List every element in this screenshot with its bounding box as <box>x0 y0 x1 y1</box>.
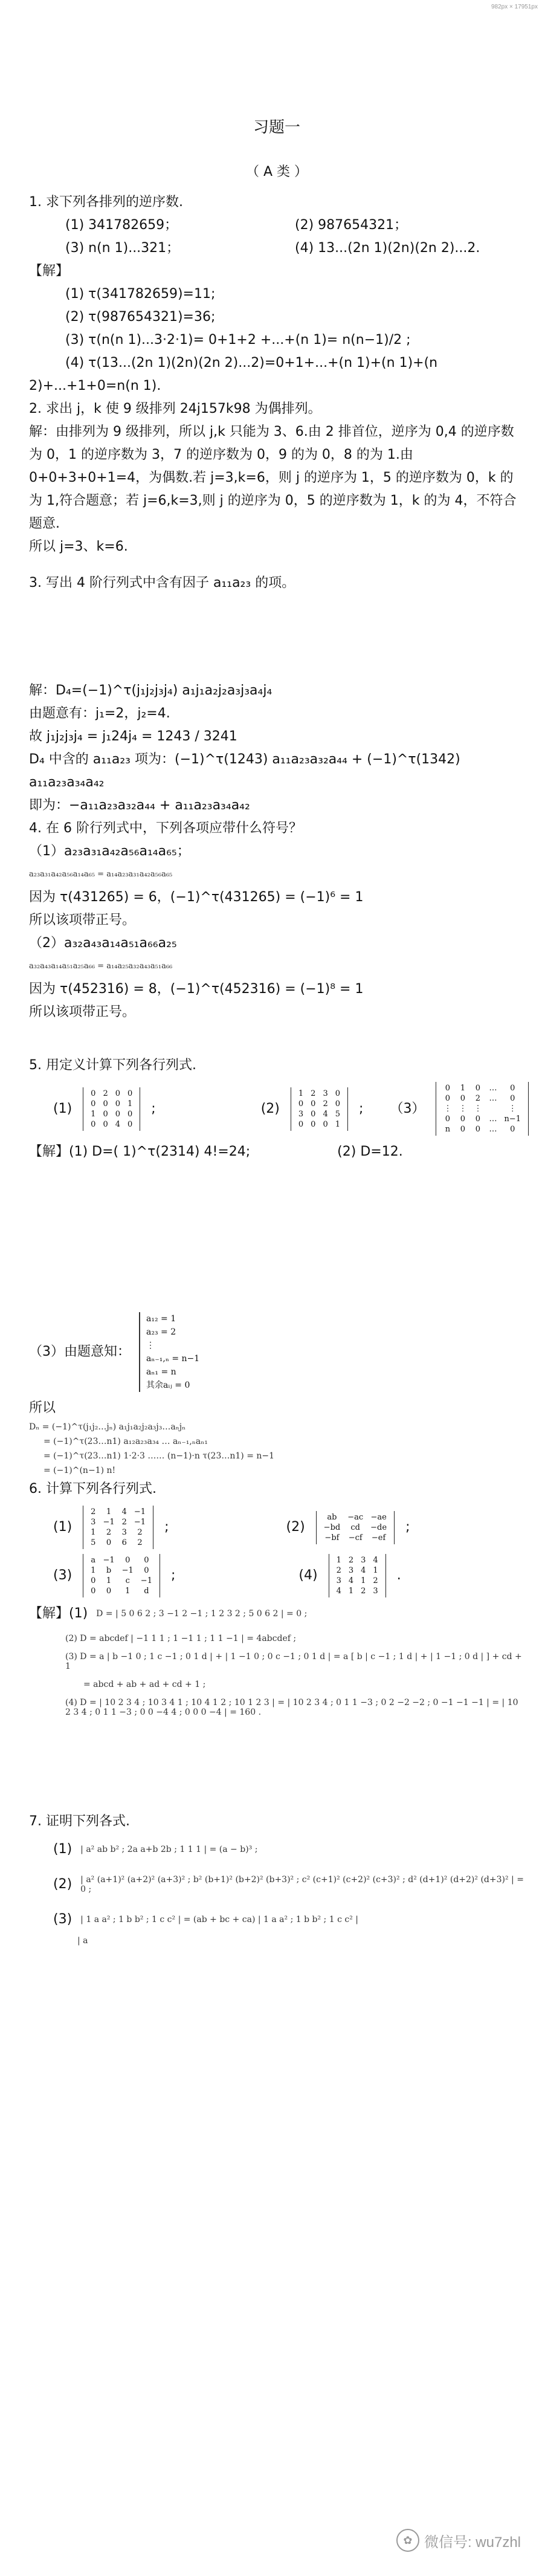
matrix-cell: 3 <box>298 1109 304 1119</box>
matrix-cell: 1 <box>460 1084 466 1093</box>
q5-derivation: Dₙ = (−1)^τ(j₁j₂…jₙ) a₁j₁a₂j₂a₃j₃…aₙjₙ = (−1)^τ(23…n1) a₁₂a₂₃a₃₄ … aₙ₋₁,ₙaₙ₁ = (−1)^τ(23…n1) 1·2·3 …… (n−1)·n τ(23…n1) = n−1 = (−1)^(n−1) n! <box>29 1422 275 1475</box>
matrix-cell: 0 <box>91 1099 96 1108</box>
matrix-cell: 2 <box>103 1089 108 1098</box>
matrix-cell: 0 <box>335 1099 341 1108</box>
matrix-cell <box>485 1104 500 1114</box>
document-page: 习题一 （ A 类 ） 1. 求下列各排列的逆序数. (1) 341782659； (2) 987654321； (3) n(n 1)...321； (4) 13...(2n 1)(2n)(2n 2)...2. 【解】 (1) τ(341782659)=11; (2) τ(987654321)=36; (3) τ(n(n 1)...3·2·1)= 0+1+2 +...+(n 1)= n(n−1)/2 ; (4) τ(13...(2n 1)(2n)(2n 2)...2)=0+1+...+(n 1)+(n 1)+(n 2)+...+1+0=n(n 1). 2. 求出 j，k 使 9 级排列 24j157k98 为偶排列。 解：由排列为 9 级排列，所以 j,k 只能为 3、6.由 2 排首位，逆序为 0,4 的逆序数为 0，1 的逆序数为 3，7 的逆序数为 0，9 的为 0，8 的为 1.由 0+0+3+0+1=4，为偶数.若 j=3,k=6，则 j 的逆序为 1，5 的逆序数为 0，k 的为 1,符合题意；若 j=6,k=3,则 j 的逆序为 0，5 的逆序数为 1，k 的为 4，不符合题意. 所以 j=3、k=6. 3. 写出 4 阶行列式中含有因子 a₁₁a₂₃ 的项。 解：D₄=(−1)^τ(j₁j₂j₃j₄) a₁j₁a₂j₂a₃j₃a₄j₄ 由题意有：j₁=2，j₂=4. 故 j₁j₂j₃j₄ = j₁24j₄ = 1243 / 3241 D₄ 中含的 a₁₁a₂₃ 项为：(−1)^τ(1243) a₁₁a₂₃a₃₂a₄₄ + (−1)^τ(1342) a₁₁a₂₃a₃₄a₄₂ 即为：−a₁₁a₂₃a₃₂a₄₄ + a₁₁a₂₃a₃₄a₄₂ 4. 在 6 阶行列式中，下列各项应带什么符号？ （1）a₂₃a₃₁a₄₂a₅₆a₁₄a₆₅； a₂₃a₃₁a₄₂a₅₆a₁₄a₆₅ = a₁₄a₂₃a₃₁a₄₂a₅₆a₆₅ 因为 τ(431265) = 6，(−1)^τ(431265) = (−1)⁶ = 1 所以该项带正号。 （2）a₃₂a₄₃a₁₄a₅₁a₆₆a₂₅ a₃₂a₄₃a₁₄a₅₁a₂₅a₆₆ = a₁₄a₂₅a₃₂a₄₃a₅₁a₆₆ 因为 τ(452316) = 8，(−1)^τ(452316) = (−1)⁸ = 1 所以该项带正号。 5. 用定义计算下列各行列式. (1) 0 2 0 0 0 0 0 1 1 0 0 0 0 0 4 0 ; (2) 1 2 3 0 0 0 2 0 3 0 4 5 0 0 0 1 ; （3） 0 1 0 … 0 0 0 2 … 0 ⋮ ⋮ ⋮ ⋮ 0 0 0 … n−1 n 0 0 … 0 【解】(1) D=( 1)^τ(2314) 4!=24; (2) D=12. （3）由题意知： a₁₂ = 1 a₂₃ = 2 ⋮ aₙ₋₁,ₙ = n−1 aₙ₁ = n 其余aᵢⱼ = 0 所以 Dₙ = (−1)^τ(j₁j₂…jₙ) a₁j₁a₂j₂a₃j₃…aₙjₙ = (−1)^τ(23…n1) a₁₂a₂₃a₃₄ … aₙ₋₁,ₙaₙ₁ = (−1)^τ(23…n1) 1·2·3 …… (n−1)·n τ(23…n1) = n−1 = (−1)^(n−1) n! 6. 计算下列各行列式. (1) 2 1 4 −1 3 −1 2 −1 1 2 3 2 5 0 6 2 ; (2) ab −ac −ae −bd cd −de −bf −cf −ef ; (3) a −1 0 0 1 b −1 0 0 1 c −1 0 0 1 d ; (4) 1 2 3 4 2 3 4 1 3 4 1 2 4 1 2 3 . 【解】(1) D = | 5 0 6 2 ; 3 −1 2 −1 ; 1 2 3 2 ; 5 0 6 2 | = 0 ; (2) D = abcdef | −1 1 1 ; 1 −1 1 ; 1 1 −1 | = 4abcdef ; (3) D = a | b −1 0 ; 1 c −1 ; 0 1 d | + | 1 −1 0 ; 0 c −1 ; 0 1 d | = a [ b | c −1 ; 1 d | + | 1 −1 ; 0 d | ] + cd + 1 = abcd + ab + ad + cd + 1 ; (4) D = | 10 2 3 4 ; 10 3 4 1 ; 10 4 1 2 ; 10 1 2 3 | = | 10 2 3 4 ; 0 1 1 −3 ; 0 2 −2 −2 ; 0 −1 −1 −1 | = | 10 2 3 4 ; 0 1 1 −3 ; 0 0 −4 4 ; 0 0 0 −4 | = 160 . 7. 证明下列各式. (1) | a² ab b² ; 2a a+b 2b ; 1 1 1 | = (a − b)³ ; (2) | a² (a+1)² (a+2)² (a+3)² ; b² (b+1)² (b+2)² (b+3)² ; c² (c+1)² (c+2)² (c+3)² ; d² (d+1)² (d+2)² (d+3)² | = 0 ; (3) | 1 a a² ; 1 b b² ; 1 c c² | = (ab + bc + ca) | 1 a a² ; 1 b b² ; 1 c c² | | a <box>29 91 524 1946</box>
q5-so: 所以 <box>29 1400 56 1416</box>
matrix-cell: b <box>106 1566 112 1575</box>
matrix-cell: 4 <box>115 1119 121 1129</box>
q6-matrix-2 <box>316 1511 395 1544</box>
q4-p2-eq: a₃₂a₄₃a₁₄a₅₁a₂₅a₆₆ = a₁₄a₂₅a₃₂a₄₃a₅₁a₆₆ <box>29 962 173 971</box>
matrix-cell: 2 <box>475 1094 481 1103</box>
matrix-cell: 0 <box>91 1576 96 1585</box>
q5-p3-cases: a₁₂ = 1 a₂₃ = 2 ⋮ aₙ₋₁,ₙ = n−1 aₙ₁ = n 其余aᵢⱼ = 0 <box>139 1312 199 1392</box>
matrix-cell: 1 <box>125 1587 131 1596</box>
q6-m1-label: (1) <box>53 1519 73 1535</box>
matrix-cell: −ef <box>371 1533 386 1542</box>
matrix-cell: 5 <box>335 1109 341 1119</box>
matrix-cell: 1 <box>348 1587 354 1596</box>
matrix-cell: 0 <box>103 1119 108 1129</box>
q3-sol-2: 由题意有：j₁=2，j₂=4. <box>29 706 170 721</box>
matrix-cell: 0 <box>475 1084 481 1093</box>
q6-text: 6. 计算下列各行列式. <box>29 1481 156 1497</box>
q6-matrix-4 <box>329 1554 386 1597</box>
q7-text: 7. 证明下列各式. <box>29 1814 130 1829</box>
wechat-watermark <box>396 2529 521 2552</box>
q7-p2: | a² (a+1)² (a+2)² (a+3)² ; b² (b+1)² (b+2)² (b+3)² ; c² (c+1)² (c+2)² (c+3)² ; d² (d+1)² (d+2)² (d+3)² | = 0 ; <box>80 1875 524 1894</box>
matrix-cell: … <box>489 1084 497 1093</box>
matrix-cell: −1 <box>121 1566 134 1575</box>
q5-text: 5. 用定义计算下列各行列式. <box>29 1058 196 1073</box>
matrix-cell: −de <box>370 1523 387 1532</box>
q6-ans-label: 【解】(1) <box>29 1606 88 1621</box>
matrix-cell: 1 <box>106 1576 112 1585</box>
matrix-cell: cd <box>350 1523 360 1532</box>
q5-m2-label: (2) <box>260 1101 280 1116</box>
matrix-cell: −ac <box>347 1512 364 1522</box>
matrix-cell: −bf <box>324 1533 340 1542</box>
q6-ans-3b: = abcd + ab + ad + cd + 1 ; <box>83 1680 206 1689</box>
doc-title: 习题一 <box>253 118 300 137</box>
matrix-cell: 1 <box>335 1119 341 1129</box>
matrix-cell: 1 <box>298 1089 304 1098</box>
matrix-cell: 0 <box>460 1125 466 1134</box>
matrix-cell: 2 <box>336 1566 341 1575</box>
matrix-cell: 0 <box>510 1084 515 1093</box>
matrix-cell: −cf <box>348 1533 363 1542</box>
matrix-cell: 2 <box>91 1507 96 1516</box>
matrix-cell: 1 <box>91 1109 96 1119</box>
q1-answer-4b: 2)+...+1+0=n(n 1). <box>29 378 161 393</box>
q5-m3-label: （3） <box>390 1101 425 1116</box>
wechat-icon: ✿ <box>396 2529 419 2552</box>
matrix-cell: 0 <box>103 1109 108 1119</box>
matrix-cell: 4 <box>121 1507 127 1516</box>
matrix-cell: 3 <box>361 1556 366 1565</box>
q1-answer-1: (1) τ(341782659)=11; <box>65 286 216 302</box>
matrix-cell: 0 <box>323 1119 328 1129</box>
matrix-cell: 4 <box>373 1556 378 1565</box>
matrix-cell: 2 <box>121 1518 127 1527</box>
section-title: （ A 类 ） <box>245 164 308 180</box>
matrix-cell: 0 <box>460 1094 466 1103</box>
matrix-cell: 0 <box>125 1556 131 1565</box>
q4-p2-conclusion: 所以该项带正号。 <box>29 1005 136 1020</box>
q1-item-2: (2) 987654321； <box>295 218 408 233</box>
q6-m3-label: (3) <box>53 1568 73 1583</box>
matrix-cell: 0 <box>115 1099 121 1108</box>
q4-p1-because: 因为 τ(431265) = 6，(−1)^τ(431265) = (−1)⁶ = 1 <box>29 890 364 905</box>
matrix-cell: 4 <box>323 1109 328 1119</box>
matrix-cell: 0 <box>335 1089 341 1098</box>
matrix-cell: … <box>489 1125 497 1134</box>
matrix-cell: 2 <box>361 1587 366 1596</box>
matrix-cell: d <box>144 1587 149 1596</box>
matrix-cell: 4 <box>336 1587 341 1596</box>
matrix-cell: 3 <box>91 1518 96 1527</box>
matrix-cell: 2 <box>106 1528 112 1537</box>
q6-ans-1: D = | 5 0 6 2 ; 3 −1 2 −1 ; 1 2 3 2 ; 5 0 6 2 | = 0 ; <box>96 1609 308 1619</box>
q1-answer-3: (3) τ(n(n 1)...3·2·1)= 0+1+2 +...+(n 1)= n(n−1)/2 ; <box>65 332 411 348</box>
matrix-cell: 3 <box>121 1528 127 1537</box>
matrix-cell: 0 <box>311 1099 316 1108</box>
q6-ans-3a: (3) D = a | b −1 0 ; 1 c −1 ; 0 1 d | + | 1 −1 0 ; 0 c −1 ; 0 1 d | = a [ b | c −1 ; 1 d | + | 1 −1 ; 0 d | ] + cd + 1 <box>65 1652 522 1671</box>
q5-matrix-3 <box>436 1082 529 1136</box>
matrix-cell: 0 <box>311 1119 316 1129</box>
q6-m4-label: (4) <box>298 1568 318 1583</box>
matrix-cell: −1 <box>134 1507 146 1516</box>
matrix-cell: 5 <box>91 1538 96 1547</box>
matrix-cell: 1 <box>91 1528 96 1537</box>
q5-matrix-1 <box>83 1087 140 1131</box>
q2-solution: 解：由排列为 9 级排列，所以 j,k 只能为 3、6.由 2 排首位，逆序为 0,4 的逆序数为 0，1 的逆序数为 3，7 的逆序数为 0，9 的为 0，8 的为 1.由 0+0+3+0+1=4，为偶数.若 j=3,k=6，则 j 的逆序为 1，5 的逆序数为 0，k 的为 1,符合题意；若 j=6,k=3,则 j 的逆序为 0，5 的逆序数为 1，k 的为 4，不符合题意. <box>29 424 517 531</box>
q5-answer-1: 【解】(1) D=( 1)^τ(2314) 4!=24; <box>29 1144 251 1159</box>
q2-text: 2. 求出 j，k 使 9 级排列 24j157k98 为偶排列。 <box>29 401 321 416</box>
q7-p1-label: (1) <box>53 1842 73 1857</box>
matrix-cell: 0 <box>475 1115 481 1124</box>
matrix-cell: −1 <box>103 1518 115 1527</box>
q3-sol-5: 即为：−a₁₁a₂₃a₃₂a₄₄ + a₁₁a₂₃a₃₄a₄₂ <box>29 798 250 813</box>
matrix-cell: 3 <box>323 1089 328 1098</box>
q1-answer-4: (4) τ(13...(2n 1)(2n)(2n 2)...2)=0+1+...+(n 1)+(n 1)+(n <box>65 355 438 371</box>
q6-matrix-3 <box>83 1554 160 1597</box>
matrix-cell: 1 <box>106 1507 112 1516</box>
q1-answer-2: (2) τ(987654321)=36; <box>65 309 216 325</box>
matrix-cell: −1 <box>134 1518 146 1527</box>
matrix-cell: 0 <box>115 1109 121 1119</box>
q1-item-3: (3) n(n 1)...321； <box>65 241 180 256</box>
q4-p2-label: （2）a₃₂a₄₃a₁₄a₅₁a₆₆a₂₅ <box>29 936 177 951</box>
matrix-cell: 0 <box>106 1538 112 1547</box>
q4-p1-label: （1）a₂₃a₃₁a₄₂a₅₆a₁₄a₆₅； <box>29 844 190 859</box>
q4-text: 4. 在 6 阶行列式中，下列各项应带什么符号？ <box>29 821 302 836</box>
matrix-cell: … <box>489 1115 497 1124</box>
matrix-cell: c <box>125 1576 130 1585</box>
matrix-cell: ⋮ <box>459 1104 467 1113</box>
matrix-cell: −1 <box>140 1576 152 1585</box>
q4-p1-conclusion: 所以该项带正号。 <box>29 913 136 928</box>
matrix-cell: −ae <box>370 1512 387 1522</box>
q7-p3: | 1 a a² ; 1 b b² ; 1 c c² | = (ab + bc + ca) | 1 a a² ; 1 b b² ; 1 c c² | <box>80 1915 358 1924</box>
matrix-cell: 4 <box>348 1576 354 1585</box>
q7-p3-label: (3) <box>53 1912 73 1927</box>
matrix-cell: n−1 <box>504 1115 521 1124</box>
q2-conclusion: 所以 j=3、k=6. <box>29 539 128 554</box>
matrix-cell: 2 <box>348 1556 354 1565</box>
matrix-cell: 3 <box>336 1576 341 1585</box>
matrix-cell: ⋮ <box>508 1104 517 1113</box>
q4-p1-eq: a₂₃a₃₁a₄₂a₅₆a₁₄a₆₅ = a₁₄a₂₃a₃₁a₄₂a₅₆a₆₅ <box>29 870 173 879</box>
q1-answer-label: 【解】 <box>29 264 69 279</box>
q7-p1: | a² ab b² ; 2a a+b 2b ; 1 1 1 | = (a − b)³ ; <box>80 1845 258 1854</box>
q4-p2-because: 因为 τ(452316) = 8，(−1)^τ(452316) = (−1)⁸ = 1 <box>29 982 364 997</box>
matrix-cell: 0 <box>311 1109 316 1119</box>
matrix-cell: 0 <box>445 1115 451 1124</box>
matrix-cell: 0 <box>91 1089 96 1098</box>
matrix-cell: 2 <box>323 1099 328 1108</box>
q3-text: 3. 写出 4 阶行列式中含有因子 a₁₁a₂₃ 的项。 <box>29 575 295 591</box>
matrix-cell: 0 <box>475 1125 481 1134</box>
q6-ans-4: (4) D = | 10 2 3 4 ; 10 3 4 1 ; 10 4 1 2 ; 10 1 2 3 | = | 10 2 3 4 ; 0 1 1 −3 ; 0 2 −2 −2 ; 0 −1 −1 −1 | = | 10 2 3 4 ; 0 1 1 −3 ; 0 0 −4 4 ; 0 0 0 −4 | = 160 . <box>65 1698 518 1717</box>
matrix-cell: n <box>445 1125 451 1134</box>
watermark-text: 微信号: wu7zhl <box>424 2534 521 2551</box>
matrix-cell: ⋮ <box>443 1104 452 1113</box>
matrix-cell: 0 <box>510 1094 515 1103</box>
matrix-cell: 2 <box>137 1528 143 1537</box>
matrix-cell: 6 <box>121 1538 127 1547</box>
q3-sol-3: 故 j₁j₂j₃j₄ = j₁24j₄ = 1243 / 3241 <box>29 729 237 744</box>
matrix-cell: 1 <box>373 1566 378 1575</box>
matrix-cell: ⋮ <box>474 1104 482 1113</box>
matrix-cell: 0 <box>298 1099 304 1108</box>
q3-sol-1: 解：D₄=(−1)^τ(j₁j₂j₃j₄) a₁j₁a₂j₂a₃j₃a₄j₄ <box>29 683 272 698</box>
matrix-cell: 0 <box>115 1089 121 1098</box>
matrix-cell: 0 <box>103 1099 108 1108</box>
q3-sol-4: D₄ 中含的 a₁₁a₂₃ 项为：(−1)^τ(1243) a₁₁a₂₃a₃₂a₄₄ + (−1)^τ(1342) a₁₁a₂₃a₃₄a₄₂ <box>29 752 460 790</box>
q7-p2-label: (2) <box>53 1877 73 1892</box>
matrix-cell: a <box>91 1556 96 1565</box>
matrix-cell: −1 <box>103 1556 115 1565</box>
q7-p3-tail: | a <box>77 1936 88 1946</box>
matrix-cell: 3 <box>373 1587 378 1596</box>
matrix-cell: 2 <box>373 1576 378 1585</box>
matrix-cell: −bd <box>323 1523 341 1532</box>
q5-matrix-2 <box>291 1087 348 1131</box>
matrix-cell: 0 <box>445 1094 451 1103</box>
matrix-cell: … <box>489 1094 497 1103</box>
matrix-cell: 2 <box>137 1538 143 1547</box>
q6-m2-label: (2) <box>286 1519 305 1535</box>
q5-m1-label: (1) <box>53 1101 73 1116</box>
matrix-cell: 0 <box>460 1115 466 1124</box>
matrix-cell: 0 <box>144 1566 149 1575</box>
matrix-cell: 0 <box>445 1084 451 1093</box>
q5-answer-2: (2) D=12. <box>337 1144 403 1159</box>
matrix-cell: 1 <box>91 1566 96 1575</box>
matrix-cell: 0 <box>127 1119 133 1129</box>
matrix-cell: 0 <box>127 1109 133 1119</box>
matrix-cell: 1 <box>361 1576 366 1585</box>
matrix-cell: 0 <box>106 1587 112 1596</box>
matrix-cell: 4 <box>361 1566 366 1575</box>
q1-text: 1. 求下列各排列的逆序数. <box>29 195 183 210</box>
matrix-cell: 0 <box>91 1119 96 1129</box>
q6-ans-2: (2) D = abcdef | −1 1 1 ; 1 −1 1 ; 1 1 −1 | = 4abcdef ; <box>65 1634 297 1643</box>
q5-p3-label: （3）由题意知： <box>29 1344 131 1359</box>
corner-label: 982px × 17951px <box>491 4 538 10</box>
matrix-cell: 0 <box>510 1125 515 1134</box>
q6-matrix-1 <box>83 1506 153 1549</box>
matrix-cell: 2 <box>311 1089 316 1098</box>
matrix-cell: ab <box>327 1512 337 1522</box>
matrix-cell: 1 <box>336 1556 341 1565</box>
q1-item-1: (1) 341782659； <box>65 218 178 233</box>
matrix-cell: 0 <box>298 1119 304 1129</box>
matrix-cell: 3 <box>348 1566 354 1575</box>
matrix-cell: 0 <box>127 1089 133 1098</box>
matrix-cell: 0 <box>91 1587 96 1596</box>
q1-item-4: (4) 13...(2n 1)(2n)(2n 2)...2. <box>295 241 480 256</box>
matrix-cell: 0 <box>144 1556 149 1565</box>
matrix-cell: 1 <box>127 1099 133 1108</box>
